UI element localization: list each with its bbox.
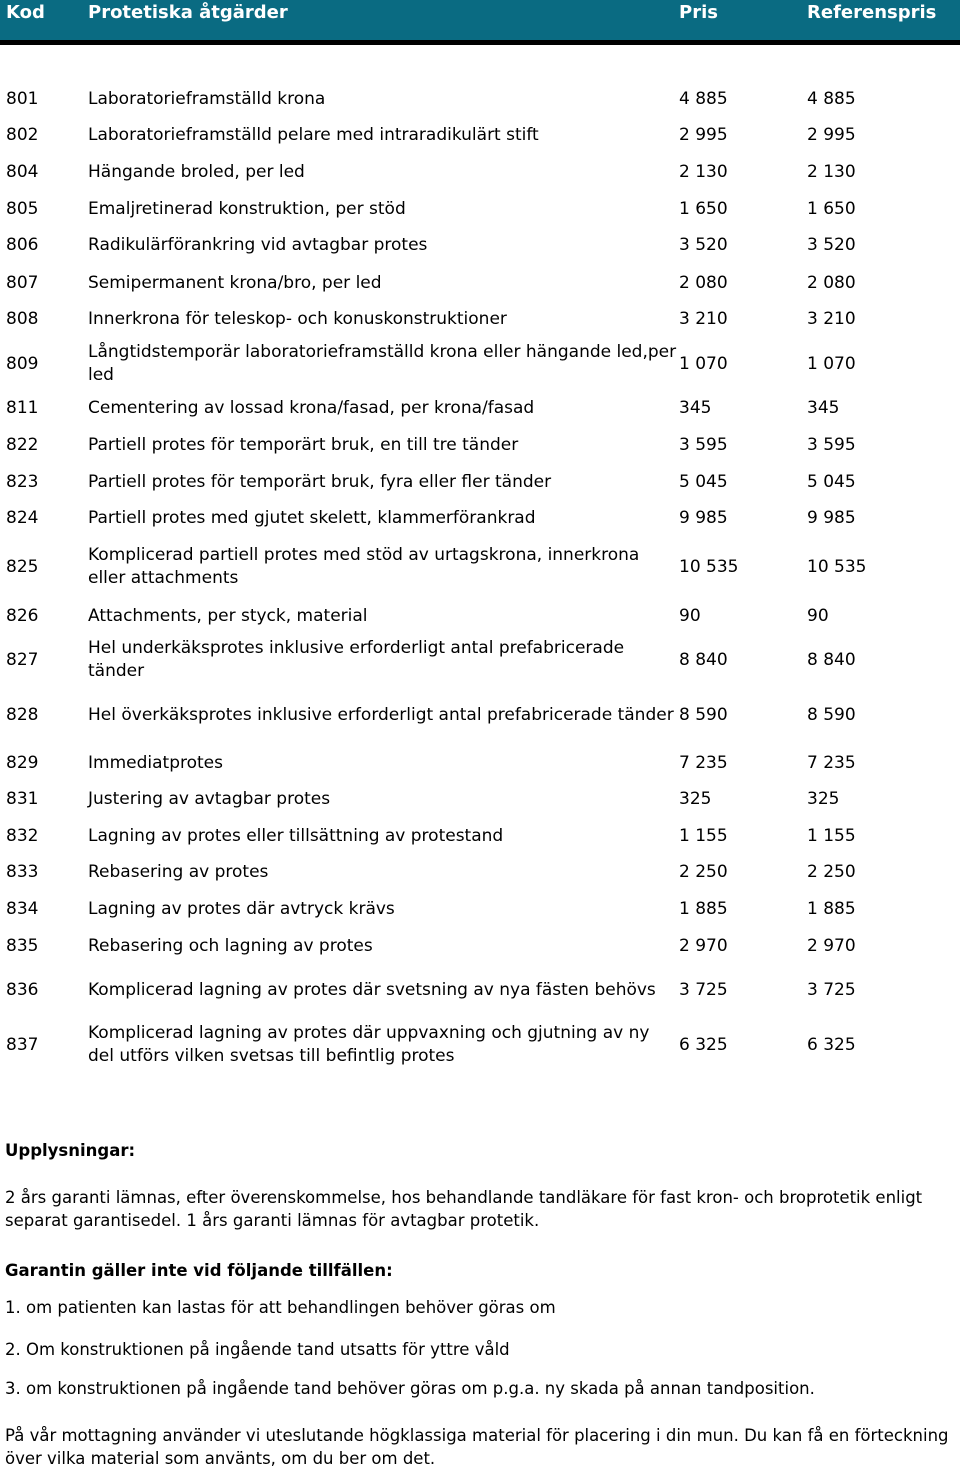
row-reference-price: 2 995: [807, 124, 856, 145]
row-code: 802: [6, 124, 39, 145]
table-row: [0, 397, 960, 420]
row-code: 832: [6, 825, 39, 846]
row-reference-price: 1 070: [807, 353, 856, 374]
closing-paragraph: På vår mottagning använder vi uteslutande högklassiga material för placering i din mun. Du kan få en förteckning över vilka material som använts, om du ber om det.: [5, 1426, 949, 1468]
row-price: 2 130: [679, 161, 728, 182]
row-code: 809: [6, 353, 39, 374]
row-code: 833: [6, 861, 39, 882]
row-description: Rebasering av protes: [88, 861, 269, 882]
row-reference-price: 2 250: [807, 861, 856, 882]
table-row: [0, 788, 960, 811]
row-code: 834: [6, 898, 39, 919]
row-reference-price: 3 725: [807, 979, 856, 1000]
row-price: 4 885: [679, 88, 728, 109]
info-heading: Upplysningar:: [5, 1141, 136, 1160]
row-code: 822: [6, 434, 39, 455]
row-description: Partiell protes med gjutet skelett, klammerförankrad: [88, 507, 536, 528]
row-description: Hel underkäksprotes inklusive erforderligt antal prefabricerade tänder: [88, 638, 625, 681]
row-price: 2 250: [679, 861, 728, 882]
table-row: [0, 1022, 960, 1068]
row-description: Emaljretinerad konstruktion, per stöd: [88, 198, 406, 219]
table-row: [0, 637, 960, 683]
row-reference-price: 1 885: [807, 898, 856, 919]
row-description: Lagning av protes eller tillsättning av protestand: [88, 825, 504, 846]
row-reference-price: 10 535: [807, 556, 867, 577]
row-code: 808: [6, 308, 39, 329]
row-price: 7 235: [679, 752, 728, 773]
row-description: Semipermanent krona/bro, per led: [88, 272, 382, 293]
row-code: 837: [6, 1034, 39, 1055]
row-reference-price: 2 130: [807, 161, 856, 182]
row-code: 831: [6, 788, 39, 809]
header-divider: [0, 40, 960, 45]
row-price: 1 885: [679, 898, 728, 919]
table-row: [0, 272, 960, 295]
row-price: 345: [679, 397, 712, 418]
header-pris: Pris: [679, 2, 718, 23]
row-description: Rebasering och lagning av protes: [88, 935, 373, 956]
row-code: 807: [6, 272, 39, 293]
row-code: 836: [6, 979, 39, 1000]
row-description: Radikulärförankring vid avtagbar protes: [88, 234, 428, 255]
table-row: [0, 752, 960, 775]
row-code: 806: [6, 234, 39, 255]
row-code: 827: [6, 649, 39, 670]
row-price: 1 650: [679, 198, 728, 219]
table-row: [0, 825, 960, 848]
row-code: 811: [6, 397, 39, 418]
table-row: [0, 341, 960, 387]
row-price: 1 070: [679, 353, 728, 374]
row-price: 8 840: [679, 649, 728, 670]
row-reference-price: 3 210: [807, 308, 856, 329]
row-code: 826: [6, 605, 39, 626]
row-reference-price: 8 840: [807, 649, 856, 670]
row-code: 828: [6, 704, 39, 725]
row-reference-price: 6 325: [807, 1034, 856, 1055]
exception-item-1: 1. om patienten kan lastas för att behandlingen behöver göras om: [5, 1298, 556, 1317]
row-reference-price: 1 155: [807, 825, 856, 846]
row-price: 2 970: [679, 935, 728, 956]
row-description: Hel överkäksprotes inklusive erforderligt antal prefabricerade tänder: [88, 704, 674, 725]
row-description: Lagning av protes där avtryck krävs: [88, 898, 395, 919]
table-header: [0, 0, 960, 40]
table-row: [0, 124, 960, 147]
table-row: [0, 605, 960, 628]
row-description: Cementering av lossad krona/fasad, per krona/fasad: [88, 397, 535, 418]
row-code: 825: [6, 556, 39, 577]
table-row: [0, 898, 960, 921]
row-description: Komplicerad lagning av protes där svetsning av nya fästen behövs: [88, 979, 656, 1000]
row-reference-price: 4 885: [807, 88, 856, 109]
row-code: 801: [6, 88, 39, 109]
row-price: 3 725: [679, 979, 728, 1000]
row-reference-price: 90: [807, 605, 829, 626]
row-description: Partiell protes för temporärt bruk, fyra eller fler tänder: [88, 471, 552, 492]
row-price: 2 995: [679, 124, 728, 145]
row-code: 829: [6, 752, 39, 773]
row-price: 3 520: [679, 234, 728, 255]
row-price: 10 535: [679, 556, 739, 577]
row-price: 5 045: [679, 471, 728, 492]
row-price: 8 590: [679, 704, 728, 725]
row-price: 2 080: [679, 272, 728, 293]
table-row: [0, 161, 960, 184]
row-reference-price: 3 520: [807, 234, 856, 255]
row-price: 9 985: [679, 507, 728, 528]
row-reference-price: 9 985: [807, 507, 856, 528]
row-description: Komplicerad lagning av protes där uppvaxning och gjutning av ny del utförs vilken svetsas till befintlig protes: [88, 1023, 650, 1066]
row-price: 1 155: [679, 825, 728, 846]
row-description: Långtidstemporär laboratorieframställd krona eller hängande led,per led: [88, 342, 677, 385]
row-price: 3 595: [679, 434, 728, 455]
table-row: [0, 861, 960, 884]
row-description: Justering av avtagbar protes: [88, 788, 331, 809]
row-reference-price: 7 235: [807, 752, 856, 773]
row-description: Komplicerad partiell protes med stöd av urtagskrona, innerkrona eller attachments: [88, 545, 640, 588]
guarantee-paragraph: 2 års garanti lämnas, efter överenskommelse, hos behandlande tandläkare för fast kron- och broprotetik enligt separat garantisedel. 1 års garanti lämnas för avtagbar protetik.: [5, 1188, 923, 1230]
row-description: Laboratorieframställd krona: [88, 88, 326, 109]
exception-item-2: 2. Om konstruktionen på ingående tand utsatts för yttre våld: [5, 1340, 510, 1359]
row-description: Immediatprotes: [88, 752, 223, 773]
row-reference-price: 2 080: [807, 272, 856, 293]
row-code: 804: [6, 161, 39, 182]
row-code: 824: [6, 507, 39, 528]
row-code: 823: [6, 471, 39, 492]
row-description: Hängande broled, per led: [88, 161, 305, 182]
table-row: [0, 704, 960, 727]
header-referenspris: Referenspris: [807, 2, 937, 23]
row-description: Innerkrona för teleskop- och konuskonstruktioner: [88, 308, 507, 329]
row-price: 3 210: [679, 308, 728, 329]
table-row: [0, 434, 960, 457]
table-row: [0, 544, 960, 590]
row-reference-price: 325: [807, 788, 840, 809]
exceptions-heading: Garantin gäller inte vid följande tillfällen:: [5, 1261, 393, 1280]
row-reference-price: 5 045: [807, 471, 856, 492]
table-row: [0, 507, 960, 530]
row-reference-price: 3 595: [807, 434, 856, 455]
table-row: [0, 308, 960, 331]
row-code: 835: [6, 935, 39, 956]
row-reference-price: 1 650: [807, 198, 856, 219]
table-row: [0, 979, 960, 1002]
table-row: [0, 88, 960, 111]
row-reference-price: 8 590: [807, 704, 856, 725]
row-description: Attachments, per styck, material: [88, 605, 368, 626]
row-price: 325: [679, 788, 712, 809]
header-atgarder: Protetiska åtgärder: [88, 2, 288, 23]
header-kod: Kod: [6, 2, 45, 23]
table-row: [0, 198, 960, 221]
row-price: 6 325: [679, 1034, 728, 1055]
table-row: [0, 234, 960, 257]
row-reference-price: 345: [807, 397, 840, 418]
row-description: Partiell protes för temporärt bruk, en till tre tänder: [88, 434, 519, 455]
row-reference-price: 2 970: [807, 935, 856, 956]
row-description: Laboratorieframställd pelare med intraradikulärt stift: [88, 124, 539, 145]
row-price: 90: [679, 605, 701, 626]
table-row: [0, 471, 960, 494]
row-code: 805: [6, 198, 39, 219]
table-row: [0, 935, 960, 958]
exception-item-3: 3. om konstruktionen på ingående tand behöver göras om p.g.a. ny skada på annan tandposition.: [5, 1379, 815, 1398]
